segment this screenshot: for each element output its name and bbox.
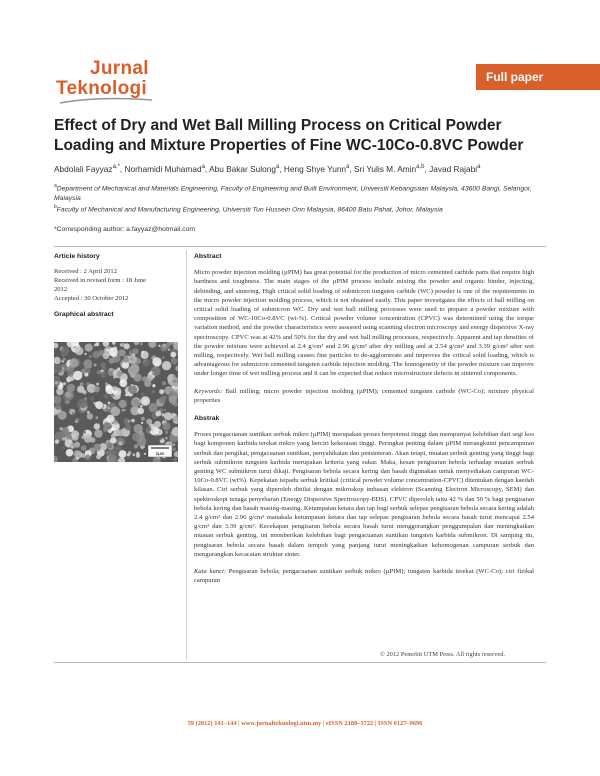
author-name: Sri Yulis M. Amin <box>354 164 417 174</box>
abstract-keywords <box>194 387 534 405</box>
column-divider <box>186 250 187 660</box>
affiliation-b <box>54 203 554 215</box>
bottom-divider <box>54 662 546 663</box>
keywords-label: Keywords: <box>194 387 223 395</box>
author-name: Abdolali Fayyaz <box>54 164 113 174</box>
corresponding-author: *Corresponding author: a.fayyaz@hotmail.com <box>54 226 196 233</box>
scale-bar-label: 2µm <box>155 451 165 456</box>
logo-word-teknologi: Teknologi <box>56 78 148 99</box>
abstract-text: Micro powder injection molding (µPIM) has great potential for the production of micro cemented carbide parts that require high hardness and toughness. The main stages of the µPIM process include mixing the powder and organic binder, injecting, debinding, and sintering. High critical solid loading of submicron tungsten carbide (WC) powder is one of the requirements in the micro powder injection molding process, which is not obtained easily. This paper investigates the effects of ball milling on critical solid loading of submicron WC. Dry and wet ball milling processes were used to prepare a powder mixture with composition of WC-10Co-0.8VC (wt-%). Critical powder volume concentration (CPVC) was determined using the torque variation method, and the powder characteristics were assessed using scanning electron microscopy and energy dispersive X-ray spectroscopy. CPVC was at 42% and 50% for the dry and wet ball milling processes, respectively. Apparent and tap densities of the powder mixture were achieved at 2.4 g/cm³ and 2.96 g/cm³ after dry milling and at 2.54 g/cm³ and 3.39 g/cm³ after wet milling, respectively. Wet ball milling causes fine particles to de-agglomerate and improves the critical solid loading, which is advantageous for submicron cemented tungsten carbide injection molding. The homogeneity of the powder mixture can improve under longer time of wet milling process and it can be expected that reduce microstructure defects in sintered components. <box>194 269 534 378</box>
author-sup: a,b <box>416 164 425 171</box>
article-history <box>54 252 178 319</box>
graphical-abstract-title: Graphical abstract <box>54 311 114 318</box>
history-accepted: Accepted : 30 October 2012 <box>54 295 129 302</box>
kata-kunci-label: Kata kunci: <box>194 568 227 576</box>
author-sup: a <box>346 164 350 171</box>
page-footer: 59 (2012) 141–144 | www.jurnalteknologi.utm.my | eISSN 2180–3722 | ISSN 0127–9696 <box>187 720 423 727</box>
history-revised-line2: 2012 <box>54 286 68 293</box>
author-sup: a <box>477 164 481 171</box>
affiliation-a-text: Department of Mechanical and Materials Engineering, Faculty of Engineering and Built Environment, Universiti Kebangsaan Malaysia, 43600 Bangi, Selangor, Malaysia <box>54 185 532 202</box>
author-name: Javad Rajabi <box>429 164 478 174</box>
author-name: Abu Bakar Sulong <box>209 164 276 174</box>
author-list: Abdolali Fayyaz$^{a,*}$, Norhamidi Muhamad$^a$, Abu Bakar Sulong$^a$, Heng Shye Yunn$^a$, Sri Yulis M. Amin$^{a,b}$, Javad Rajabi$^a$ <box>54 164 481 174</box>
journal-logo <box>56 58 166 108</box>
header-divider <box>54 246 546 247</box>
affiliation-b-text: Faculty of Mechanical and Manufacturing Engineering, Universiti Tun Hussein Onn Malaysia, 86400 Batu Pahat, Johor, Malaysia <box>56 206 443 214</box>
logo-word-jurnal: Jurnal <box>90 58 149 79</box>
sem-micrograph <box>54 342 178 462</box>
author-sup: a <box>201 164 205 171</box>
abstrak-title: Abstrak <box>194 415 220 423</box>
affiliation-b-sup: b <box>54 204 57 210</box>
keywords-text: Ball milling; micro powder injection molding (µPIM); cemented tungsten carbide (WC-Co); mixture physical properties <box>194 387 534 404</box>
affiliation-a-sup: a <box>54 183 57 189</box>
article-title: Effect of Dry and Wet Ball Milling Process on Critical Powder Loading and Mixture Properties of Fine WC-10Co-0.8VC Powder <box>54 117 524 154</box>
abstrak-keywords <box>194 567 534 585</box>
abstrak-text: Proses pengacuanan suntikan serbuk mikro (µPIM) merupakan proses berpotensi tinggi dan mempunyai kelebihan dari segi kos bagi komponen karbida terekat mikro yang berciri kekerasan tinggi. Peringkat penting dalam µPIM merangkumi pencampuran serbuk dan pengikat, pengacuanan suntikan, penyahikatan dan pensinteran. Akan tetapi, muatan serbuk genting yang tinggi bagi serbuk submikron tungsten karbida merupakan kriteria yang sukar. Maka, kesan pengisaran bebola terhadap muatan serbuk genting WC submikron turut dikaji. Pengisaran bebola secara kering dan basah digunakan untuk menyediakan campuran WC-10Co-0.8VC (wt%). Kepekatan isipadu serbuk kritikal (critical powder volume concentration-CPVC) ditentukan dengan kaedah kilasan. Ciri serbuk yang diperoleh dinilai dengan mikroskop imbasan elektron (Scanning Electron Microscopy, SEM) dan spektroskopi tenaga penyebaran (Energy Dispersive Spectroscopy-EDS). CPVC diperoleh iaitu 42 % dan 50 % bagi pengisaran bebola kering dan basah masing-masing. Ketumpatan ketara dan tap bagi serbuk selepas pengisaran bebola secara kering adalah 2.4 g/cm³ dan 2.96 g/cm³ manakala ketumpatan ketara dan tap selepas pengisaran bebola secara basah turut mencapai 2.54 g/cm³ dan 3.39 g/cm³. Kecekapan pengisaran bebola secara basah turut menggorangkan penggumpalan dan meningkatkan muatan serbuk genting, ini memberikan kelebihan bagi pengacuanan suntikan tungsten karbida submikron. Di samping itu, pengisaran bebola secara basah dalam tempoh yang panjang turut meningkatkan kehomogenan campuran serbuk dan mengurangkan kecacatan struktur sinter. <box>194 431 534 558</box>
abstract-title: Abstract <box>194 253 222 260</box>
article-history-title: Article history <box>54 253 100 260</box>
author-name: Norhamidi Muhamad <box>124 164 202 174</box>
affiliation-a <box>54 182 554 203</box>
author-name: Heng Shye Yunn <box>283 164 347 174</box>
history-revised-line1: Received in revised form : 18 June <box>54 277 146 284</box>
author-sup: a <box>275 164 280 171</box>
abstract-column <box>194 252 534 586</box>
author-sup: a,* <box>112 164 120 171</box>
copyright-notice: © 2012 Penerbit UTM Press. All rights reserved. <box>380 651 506 658</box>
logo-swoosh-icon <box>58 96 154 106</box>
full-paper-banner: Full paper <box>476 64 600 90</box>
kata-kunci-text: Pengisaran bebola; pengacuanan suntikan serbuk mikro (µPIM); tungsten karbida terekat (WC-Co); ciri fizikal campuran <box>194 568 535 585</box>
graphical-abstract-image <box>54 342 178 462</box>
history-received: Received : 2 April 2012 <box>54 268 117 275</box>
